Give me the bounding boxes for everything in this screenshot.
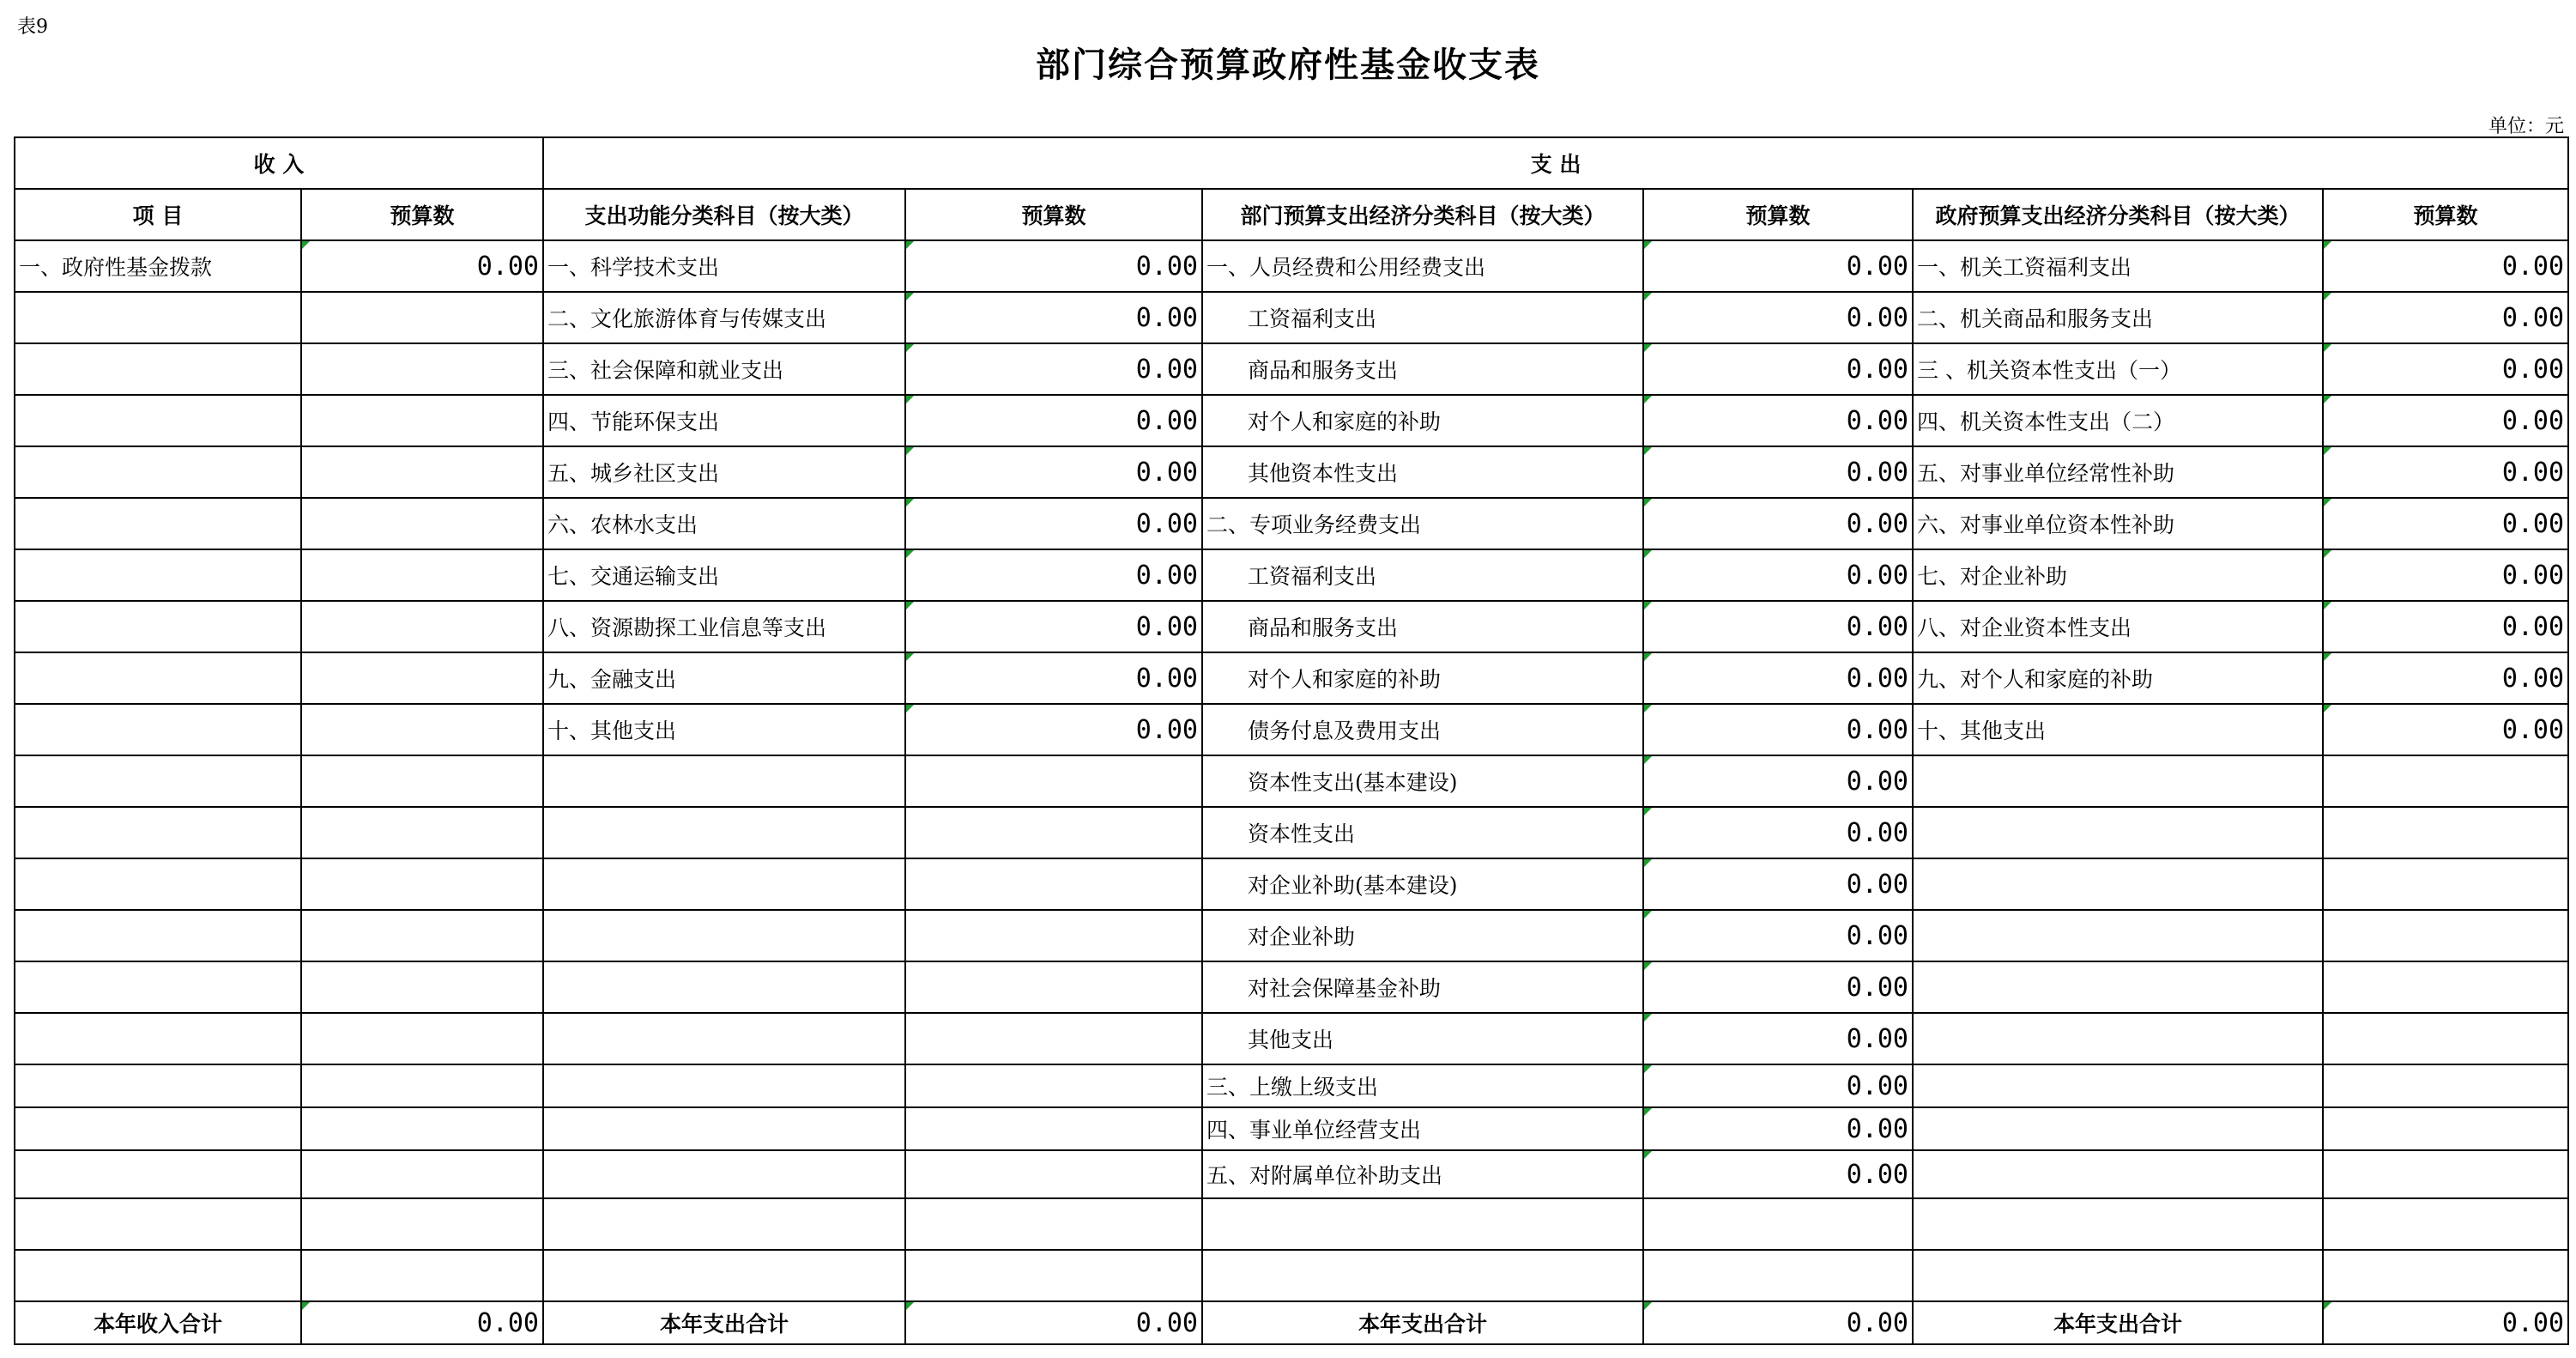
empty-cell	[15, 498, 301, 549]
table-row	[15, 446, 2568, 498]
empty-cell	[543, 1250, 905, 1301]
table-row	[15, 395, 2568, 446]
empty-cell	[905, 1107, 1202, 1150]
func-total-label: 本年支出合计	[543, 1301, 905, 1344]
table-row	[15, 1107, 2568, 1150]
gov-item-label: 六、对事业单位资本性补助	[1913, 498, 2323, 549]
func-item-value: 0.00	[905, 498, 1202, 549]
empty-cell	[15, 1150, 301, 1198]
table-row	[15, 961, 2568, 1013]
func-item-label: 七、交通运输支出	[543, 549, 905, 601]
dept-item-value: 0.00	[1643, 1064, 1913, 1107]
empty-cell	[1913, 1107, 2323, 1150]
empty-cell	[301, 395, 543, 446]
empty-cell	[905, 1250, 1202, 1301]
empty-cell	[1913, 1250, 2323, 1301]
empty-cell	[2323, 1198, 2568, 1250]
table-row	[15, 1013, 2568, 1064]
header-row-1	[15, 137, 2568, 189]
table-row	[15, 704, 2568, 755]
budget-header: 预算数	[1643, 189, 1913, 240]
empty-cell	[15, 1250, 301, 1301]
empty-cell	[905, 807, 1202, 858]
empty-cell	[1913, 961, 2323, 1013]
table-row	[15, 910, 2568, 961]
empty-cell	[1913, 910, 2323, 961]
func-item-label: 三、社会保障和就业支出	[543, 343, 905, 395]
func-item-label: 八、资源勘探工业信息等支出	[543, 601, 905, 652]
func-item-value: 0.00	[905, 549, 1202, 601]
dept-item-value: 0.00	[1643, 755, 1913, 807]
empty-cell	[301, 292, 543, 343]
empty-cell	[301, 858, 543, 910]
dept-item-label: 二、专项业务经费支出	[1202, 498, 1643, 549]
gov-item-label: 一、机关工资福利支出	[1913, 240, 2323, 292]
budget-header: 预算数	[905, 189, 1202, 240]
func-item-label: 六、农林水支出	[543, 498, 905, 549]
dept-item-label: 商品和服务支出	[1202, 601, 1643, 652]
gov-item-label: 三 、机关资本性支出（一）	[1913, 343, 2323, 395]
empty-cell	[1913, 1064, 2323, 1107]
dept-item-label: 工资福利支出	[1202, 292, 1643, 343]
table-row	[15, 858, 2568, 910]
dept-item-label: 对个人和家庭的补助	[1202, 395, 1643, 446]
empty-cell	[543, 1198, 905, 1250]
empty-cell	[301, 652, 543, 704]
empty-cell	[905, 858, 1202, 910]
dept-item-label: 对企业补助	[1202, 910, 1643, 961]
gov-total-value: 0.00	[2323, 1301, 2568, 1344]
empty-cell	[301, 1013, 543, 1064]
income-total-label: 本年收入合计	[15, 1301, 301, 1344]
empty-cell	[1643, 1250, 1913, 1301]
budget-table	[14, 136, 2569, 1345]
table-row	[15, 1064, 2568, 1107]
empty-cell	[301, 601, 543, 652]
dept-item-value: 0.00	[1643, 1013, 1913, 1064]
empty-cell	[1643, 1198, 1913, 1250]
empty-cell	[15, 961, 301, 1013]
empty-cell	[301, 755, 543, 807]
empty-cell	[301, 961, 543, 1013]
income-item-label: 一、政府性基金拨款	[15, 240, 301, 292]
dept-item-label: 其他支出	[1202, 1013, 1643, 1064]
dept-total-value: 0.00	[1643, 1301, 1913, 1344]
func-item-label: 四、节能环保支出	[543, 395, 905, 446]
dept-item-label: 对企业补助(基本建设)	[1202, 858, 1643, 910]
dept-item-label: 一、人员经费和公用经费支出	[1202, 240, 1643, 292]
dept-item-value: 0.00	[1643, 858, 1913, 910]
gov-item-value: 0.00	[2323, 549, 2568, 601]
empty-cell	[2323, 1107, 2568, 1150]
empty-cell	[15, 395, 301, 446]
empty-cell	[1913, 1198, 2323, 1250]
empty-cell	[1913, 1013, 2323, 1064]
func-item-label: 五、城乡社区支出	[543, 446, 905, 498]
dept-item-label: 债务付息及费用支出	[1202, 704, 1643, 755]
table-row	[15, 1250, 2568, 1301]
gov-item-label: 九、对个人和家庭的补助	[1913, 652, 2323, 704]
totals-row	[15, 1301, 2568, 1344]
dept-item-label: 资本性支出	[1202, 807, 1643, 858]
dept-item-value: 0.00	[1643, 446, 1913, 498]
empty-cell	[301, 343, 543, 395]
dept-item-label: 四、事业单位经营支出	[1202, 1107, 1643, 1150]
func-total-value: 0.00	[905, 1301, 1202, 1344]
table-row	[15, 343, 2568, 395]
gov-item-label: 二、机关商品和服务支出	[1913, 292, 2323, 343]
empty-cell	[15, 1107, 301, 1150]
empty-cell	[15, 1064, 301, 1107]
dept-econ-cat-header: 部门预算支出经济分类科目（按大类）	[1202, 189, 1643, 240]
table-row	[15, 240, 2568, 292]
dept-item-value: 0.00	[1643, 240, 1913, 292]
dept-item-label: 五、对附属单位补助支出	[1202, 1150, 1643, 1198]
empty-cell	[15, 549, 301, 601]
table-row	[15, 498, 2568, 549]
func-item-label: 一、科学技术支出	[543, 240, 905, 292]
empty-cell	[15, 807, 301, 858]
gov-item-value: 0.00	[2323, 652, 2568, 704]
empty-cell	[301, 498, 543, 549]
empty-cell	[543, 1064, 905, 1107]
dept-item-label: 对个人和家庭的补助	[1202, 652, 1643, 704]
empty-cell	[905, 1150, 1202, 1198]
empty-cell	[543, 961, 905, 1013]
item-header: 项 目	[15, 189, 301, 240]
empty-cell	[543, 1107, 905, 1150]
gov-item-label: 八、对企业资本性支出	[1913, 601, 2323, 652]
gov-econ-cat-header: 政府预算支出经济分类科目（按大类）	[1913, 189, 2323, 240]
empty-cell	[15, 1198, 301, 1250]
dept-item-value: 0.00	[1643, 292, 1913, 343]
income-total-value: 0.00	[301, 1301, 543, 1344]
empty-cell	[1202, 1250, 1643, 1301]
empty-cell	[905, 961, 1202, 1013]
empty-cell	[301, 910, 543, 961]
func-item-value: 0.00	[905, 395, 1202, 446]
empty-cell	[15, 858, 301, 910]
budget-header: 预算数	[301, 189, 543, 240]
page-title: 部门综合预算政府性基金收支表	[1036, 45, 1540, 85]
empty-cell	[301, 1064, 543, 1107]
dept-item-value: 0.00	[1643, 652, 1913, 704]
dept-item-value: 0.00	[1643, 704, 1913, 755]
empty-cell	[905, 1013, 1202, 1064]
empty-cell	[1913, 755, 2323, 807]
gov-item-value: 0.00	[2323, 498, 2568, 549]
dept-item-label: 工资福利支出	[1202, 549, 1643, 601]
table-row	[15, 1150, 2568, 1198]
empty-cell	[905, 1064, 1202, 1107]
empty-cell	[15, 652, 301, 704]
unit-label: 单位：元	[2488, 116, 2564, 137]
dept-item-label: 对社会保障基金补助	[1202, 961, 1643, 1013]
func-item-value: 0.00	[905, 652, 1202, 704]
header-row-2	[15, 189, 2568, 240]
dept-item-value: 0.00	[1643, 1150, 1913, 1198]
empty-cell	[543, 807, 905, 858]
empty-cell	[301, 807, 543, 858]
dept-item-value: 0.00	[1643, 1107, 1913, 1150]
table-row	[15, 292, 2568, 343]
empty-cell	[2323, 961, 2568, 1013]
dept-item-value: 0.00	[1643, 549, 1913, 601]
dept-item-value: 0.00	[1643, 395, 1913, 446]
gov-total-label: 本年支出合计	[1913, 1301, 2323, 1344]
gov-item-label: 七、对企业补助	[1913, 549, 2323, 601]
dept-item-label: 三、上缴上级支出	[1202, 1064, 1643, 1107]
empty-cell	[2323, 1250, 2568, 1301]
empty-cell	[2323, 1013, 2568, 1064]
empty-cell	[301, 549, 543, 601]
empty-cell	[543, 1150, 905, 1198]
empty-cell	[301, 1150, 543, 1198]
expense-header: 支 出	[543, 137, 2568, 189]
gov-item-value: 0.00	[2323, 446, 2568, 498]
func-item-label: 九、金融支出	[543, 652, 905, 704]
empty-cell	[1202, 1198, 1643, 1250]
dept-total-label: 本年支出合计	[1202, 1301, 1643, 1344]
empty-cell	[301, 1107, 543, 1150]
dept-item-value: 0.00	[1643, 910, 1913, 961]
empty-cell	[543, 755, 905, 807]
empty-cell	[1913, 1150, 2323, 1198]
dept-item-value: 0.00	[1643, 807, 1913, 858]
gov-item-label: 四、机关资本性支出（二）	[1913, 395, 2323, 446]
empty-cell	[15, 704, 301, 755]
empty-cell	[15, 343, 301, 395]
income-header: 收 入	[15, 137, 543, 189]
table-row	[15, 652, 2568, 704]
table-row	[15, 601, 2568, 652]
empty-cell	[301, 1250, 543, 1301]
empty-cell	[1913, 807, 2323, 858]
empty-cell	[15, 292, 301, 343]
func-item-label: 十、其他支出	[543, 704, 905, 755]
empty-cell	[301, 446, 543, 498]
empty-cell	[543, 910, 905, 961]
func-item-value: 0.00	[905, 292, 1202, 343]
gov-item-value: 0.00	[2323, 395, 2568, 446]
empty-cell	[301, 704, 543, 755]
dept-item-label: 商品和服务支出	[1202, 343, 1643, 395]
empty-cell	[2323, 858, 2568, 910]
income-item-value: 0.00	[301, 240, 543, 292]
empty-cell	[301, 1198, 543, 1250]
table-row	[15, 755, 2568, 807]
gov-item-value: 0.00	[2323, 292, 2568, 343]
gov-item-label: 五、对事业单位经常性补助	[1913, 446, 2323, 498]
dept-item-value: 0.00	[1643, 498, 1913, 549]
func-item-value: 0.00	[905, 704, 1202, 755]
empty-cell	[2323, 910, 2568, 961]
dept-item-value: 0.00	[1643, 961, 1913, 1013]
empty-cell	[15, 755, 301, 807]
func-item-value: 0.00	[905, 446, 1202, 498]
func-item-label: 二、文化旅游体育与传媒支出	[543, 292, 905, 343]
dept-item-value: 0.00	[1643, 343, 1913, 395]
empty-cell	[543, 858, 905, 910]
gov-item-value: 0.00	[2323, 343, 2568, 395]
func-item-value: 0.00	[905, 240, 1202, 292]
gov-item-value: 0.00	[2323, 704, 2568, 755]
empty-cell	[905, 1198, 1202, 1250]
dept-item-label: 其他资本性支出	[1202, 446, 1643, 498]
dept-item-value: 0.00	[1643, 601, 1913, 652]
budget-header: 预算数	[2323, 189, 2568, 240]
empty-cell	[2323, 807, 2568, 858]
gov-item-value: 0.00	[2323, 601, 2568, 652]
empty-cell	[543, 1013, 905, 1064]
empty-cell	[2323, 755, 2568, 807]
table-row	[15, 549, 2568, 601]
table-row	[15, 1198, 2568, 1250]
func-cat-header: 支出功能分类科目（按大类）	[543, 189, 905, 240]
table-row	[15, 807, 2568, 858]
func-item-value: 0.00	[905, 343, 1202, 395]
empty-cell	[15, 601, 301, 652]
dept-item-label: 资本性支出(基本建设)	[1202, 755, 1643, 807]
empty-cell	[15, 446, 301, 498]
empty-cell	[2323, 1064, 2568, 1107]
empty-cell	[1913, 858, 2323, 910]
table-number: 表9	[17, 16, 48, 38]
func-item-value: 0.00	[905, 601, 1202, 652]
gov-item-value: 0.00	[2323, 240, 2568, 292]
empty-cell	[905, 755, 1202, 807]
empty-cell	[15, 1013, 301, 1064]
empty-cell	[15, 910, 301, 961]
empty-cell	[905, 910, 1202, 961]
empty-cell	[2323, 1150, 2568, 1198]
gov-item-label: 十、其他支出	[1913, 704, 2323, 755]
